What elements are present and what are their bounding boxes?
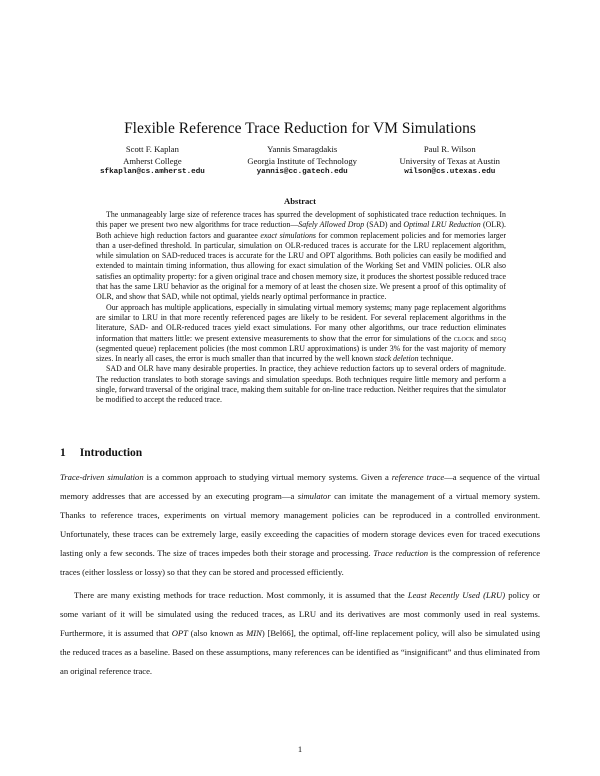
author-3 [400,144,500,179]
section-number: 1 [60,447,66,459]
author-affiliation: Georgia Institute of Technology [247,155,357,166]
author-name: Scott F. Kaplan [125,144,179,154]
abstract-paragraph-3: SAD and OLR have many desirable properties. In practice, they achieve reduction factors up to several orders of magnitude. The reduction translates to both storage savings and simulation speedups. Both techniques require little memory and perform a single, forward traversal of the original trace, making them suitable for on-line trace reduction. Neither requires that the simulator be modified to accept the reduced trace. [96,364,506,405]
author-block [100,144,500,179]
author-affiliation: Amherst College [123,155,182,166]
author-name: Paul R. Wilson [423,144,476,154]
author-name: Yannis Smaragdakis [267,144,338,154]
paper-title: Flexible Reference Trace Reduction for VM Simulations [124,120,476,137]
section-title: Introduction [79,447,143,459]
author-email: yannis@cc.gatech.edu [256,168,348,176]
author-affiliation: University of Texas at Austin [399,155,500,166]
page-number: 1 [297,744,303,754]
author-1 [100,144,205,179]
section-heading [60,447,142,459]
body-paragraph-1: Trace-driven simulation is a common approach to studying virtual memory systems. Given a reference trace—a sequence of the virtual memory addresses that are accessed by an executing program—a simulator can imitate the management of a virtual memory system. Thanks to reference traces, experiments on virtual memory management policies can be reproduced in a controlled environment. Unfortunately, these traces can be extremely large, easily exceeding the capacities of modern storage devices even for traced executions lasting only a few seconds. The size of traces impedes both their storage and processing. Trace reduction is the compression of reference traces (either lossless or lossy) so that they can be stored and processed efficiently. [60,472,541,578]
abstract-heading: Abstract [284,196,316,206]
author-email: sfkaplan@cs.amherst.edu [100,168,205,176]
author-email: wilson@cs.utexas.edu [404,168,496,176]
body-paragraph-2: There are many existing methods for trace reduction. Most commonly, it is assumed that the Least Recently Used (LRU) policy or some variant of it will be simulated using the reduced traces, as LRU and its derivatives are most commonly used in real systems. Furthermore, it is assumed that OPT (also known as MIN) [Bel66], the optimal, off-line replacement policy, will also be simulated using the reduced traces as a baseline. Based on these assumptions, many references can be identified as “insignificant” and thus eliminated from an original reference trace. [60,589,541,676]
abstract-paragraph-2: Our approach has multiple applications, especially in simulating virtual memory systems; many page replacement algorithms are similar to LRU in that more recently referenced pages are likely to be resident. For several replacement algorithms in the literature, SAD- and OLR-reduced traces yield exact simulations. For many other algorithms, our trace reduction eliminates information that matters little: we present extensive measurements to show that the error for simulations of the clock and segq (segmented queue) replacement policies (the most common LRU approximations) is under 3% for the vast majority of memory sizes. In nearly all cases, the error is much smaller than that incurred by the well known stack deletion technique. [96,302,506,364]
abstract [96,210,506,406]
abstract-paragraph-1: The unmanageably large size of reference traces has spurred the development of sophisticated trace reduction techniques. In this paper we present two new algorithms for trace reduction—Safely Allowed Drop (SAD) and Optimal LRU Reduction (OLR). Both achieve high reduction factors and guarantee exact simulations for common replacement policies and for memories larger than a user-defined threshold. In particular, simulation on OLR-reduced traces is accurate for the LRU replacement algorithm, while simulation on SAD-reduced traces is accurate for the LRU and OPT algorithms. Both policies can easily be modified and extended to maintain timing information, thus allowing for exact simulation of the Working Set and VMIN policies. OLR also satisfies an optimality property: for a given original trace and chosen memory size, it produces the shortest possible reduced trace that has the same LRU behavior as the original for a memory of at least the chosen size. We present a proof of this optimality of OLR, and show that SAD, while not optimal, yields nearly optimal performance in practice. [96,210,506,302]
author-2 [247,144,357,179]
section-body [60,468,540,681]
